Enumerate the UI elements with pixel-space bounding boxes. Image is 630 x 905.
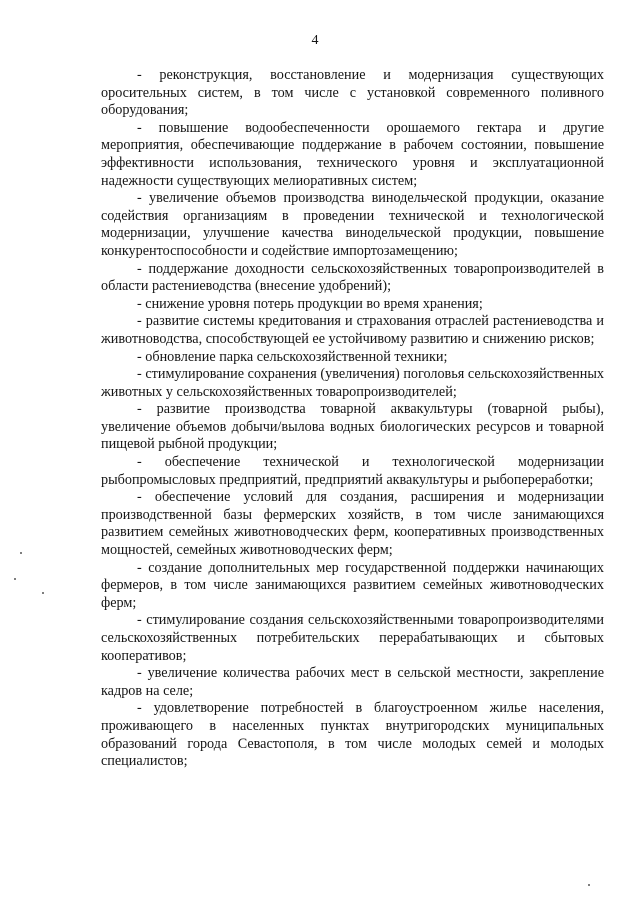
list-item: - развитие системы кредитования и страхования отраслей растениеводства и животноводства, способствующей ее устойчивому развитию и снижению рисков; [101,313,604,347]
list-item: - создание дополнительных мер государственной поддержки начинающих фермеров, в том числе занимающихся развитием семейных животноводческих ферм; [101,559,604,611]
page-number: 4 [311,33,319,48]
list-item: - увеличение количества рабочих мест в сельской местности, закрепление кадров на селе; [101,665,604,699]
list-item: - обеспечение технической и технологической модернизации рыбопромысловых предприятий, предприятий аквакультуры и рыбопереработки; [101,454,604,488]
list-item: - снижение уровня потерь продукции во время хранения; [137,295,483,312]
list-item: - стимулирование сохранения (увеличения) поголовья сельскохозяйственных животных у сельскохозяйственных товаропроизводителей; [101,366,604,400]
scan-speck [20,552,22,554]
list-item: - развитие производства товарной аквакультуры (товарной рыбы), увеличение объемов добычи/вылова водных биологических ресурсов и товарной пищевой рыбной продукции; [101,401,604,453]
scan-speck [14,578,16,580]
list-item: - повышение водообеспеченности орошаемого гектара и другие мероприятия, обеспечивающие поддержание в рабочем состоянии, повышение эффективности использования, технического уровня и эксплуатационной надежности существующих мелиоративных систем; [101,119,604,189]
list-item: - обновление парка сельскохозяйственной техники; [137,348,448,365]
scan-speck [42,592,44,594]
document-body [101,67,604,771]
list-item: - обеспечение условий для создания, расширения и модернизации производственной базы фермерских хозяйств, в том числе занимающихся развитием семейных животноводческих ферм, кооперативных производственных мощностей, семейных животноводческих ферм; [101,489,604,559]
list-item: - поддержание доходности сельскохозяйственных товаропроизводителей в области растениеводства (внесение удобрений); [101,260,604,295]
scan-speck [588,884,590,886]
list-item: - увеличение объемов производства винодельческой продукции, оказание содействия организациям в проведении технической и технологической модернизации, улучшение качества винодельческой продукции, повышение конкурентоспособности и содействие импортозамещению; [101,190,604,259]
list-item: - реконструкция, восстановление и модернизация существующих оросительных систем, в том числе с установкой современного поливного оборудования; [101,67,604,119]
list-item: - удовлетворение потребностей в благоустроенном жилье населения, проживающего в населенных пунктах внутригородских муниципальных образований города Севастополя, в том числе молодых семей и молодых специалистов; [101,700,604,770]
list-item: - стимулирование создания сельскохозяйственными товаропроизводителями сельскохозяйственных потребительских перерабатывающих и сбытовых кооперативов; [101,612,604,664]
